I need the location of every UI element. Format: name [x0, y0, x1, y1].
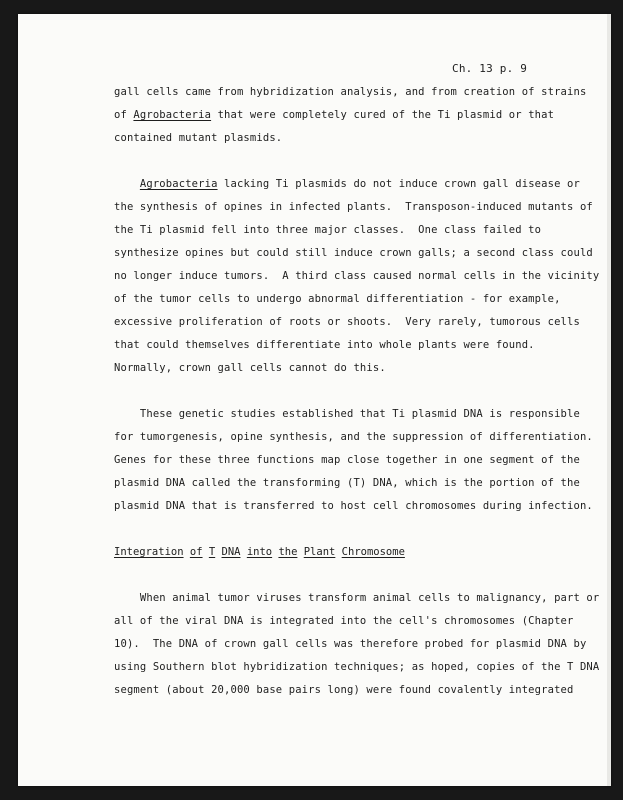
text-line: no longer induce tumors. A third class caused normal cells in the vicinity: [114, 270, 600, 282]
text-line: that could themselves differentiate into whole plants were found.: [114, 339, 535, 351]
section-heading: Integration of T DNA into the Plant Chromosome: [114, 546, 405, 558]
text-line: plasmid DNA called the transforming (T) DNA, which is the portion of the: [114, 477, 580, 489]
underlined-term: Agrobacteria: [133, 109, 212, 121]
text-line: gall cells came from hybridization analysis, and from creation of strains: [114, 86, 587, 98]
text-line: Normally, crown gall cells cannot do this.: [114, 362, 386, 374]
page-reference: Ch. 13 p. 9: [452, 62, 528, 75]
typewritten-page: [18, 14, 611, 786]
text-line: using Southern blot hybridization techniques; as hoped, copies of the T DNA: [114, 661, 600, 673]
text-line: the synthesis of opines in infected plants. Transposon-induced mutants of: [114, 201, 593, 213]
text-line: synthesize opines but could still induce crown galls; a second class could: [114, 247, 593, 259]
underlined-term: Agrobacteria: [139, 178, 218, 190]
page-edge: [607, 14, 611, 786]
text-line: 10). The DNA of crown gall cells was therefore probed for plasmid DNA by: [114, 638, 587, 650]
text-line: all of the viral DNA is integrated into the cell's chromosomes (Chapter: [114, 615, 574, 627]
text-line: contained mutant plasmids.: [114, 132, 283, 144]
text-line: plasmid DNA that is transferred to host cell chromosomes during infection.: [114, 500, 593, 512]
text-line: segment (about 20,000 base pairs long) were found covalently integrated: [114, 684, 574, 696]
text-line: of the tumor cells to undergo abnormal differentiation - for example,: [114, 293, 561, 305]
text-line: These genetic studies established that Ti plasmid DNA is responsible: [114, 408, 580, 420]
text-line: Agrobacteria lacking Ti plasmids do not induce crown gall disease or: [139, 178, 580, 190]
text-line: the Ti plasmid fell into three major classes. One class failed to: [114, 224, 542, 236]
text-line: Genes for these three functions map close together in one segment of the: [114, 454, 580, 466]
text-line: When animal tumor viruses transform animal cells to malignancy, part or: [114, 592, 600, 604]
text-line: excessive proliferation of roots or shoots. Very rarely, tumorous cells: [114, 316, 580, 328]
text-line: of Agrobacteria that were completely cured of the Ti plasmid or that: [114, 109, 555, 121]
text-line: for tumorgenesis, opine synthesis, and the suppression of differentiation.: [114, 431, 593, 443]
